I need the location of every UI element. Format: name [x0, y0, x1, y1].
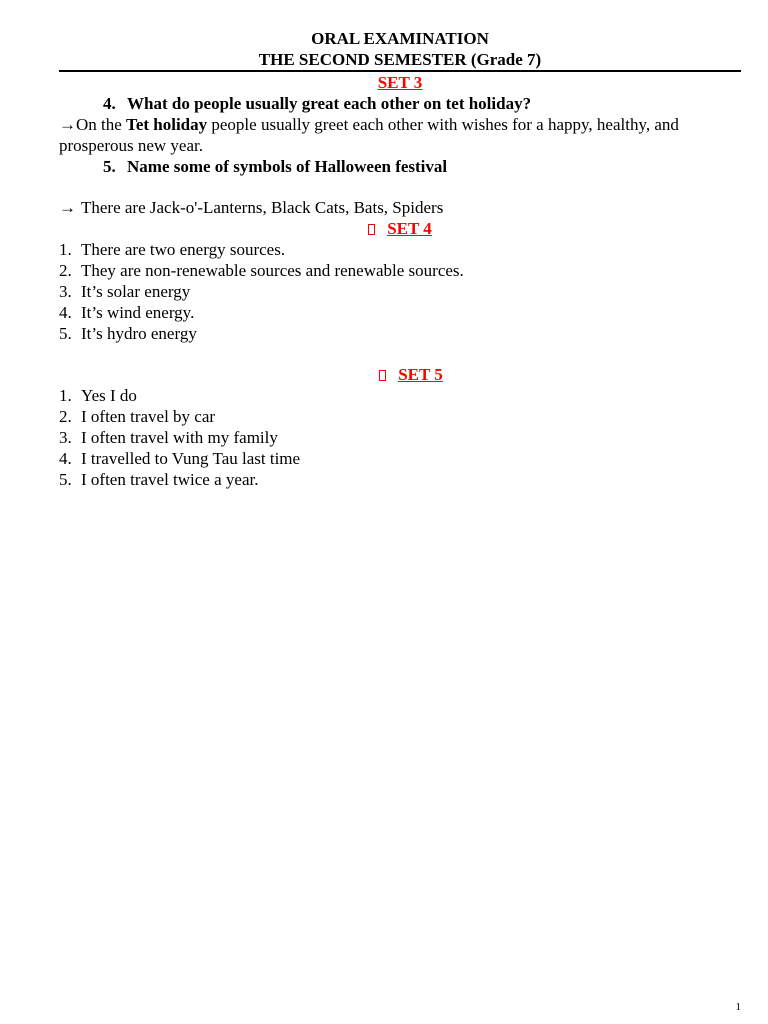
- arrow-right-icon: →: [59, 198, 76, 217]
- list-item-number: 5.: [59, 470, 72, 489]
- list-item: [59, 427, 741, 448]
- bullet-box-icon: [379, 370, 386, 381]
- spacer: [59, 344, 741, 364]
- answer-bold-term: Tet holiday: [126, 115, 208, 134]
- set-5-list: [59, 385, 741, 490]
- question-number: 4.: [103, 94, 116, 113]
- list-item: [59, 469, 741, 490]
- list-item: [59, 260, 741, 281]
- list-item-number: 1.: [59, 240, 72, 259]
- list-item-number: 2.: [59, 261, 72, 280]
- set-3-label: SET 3: [377, 73, 423, 92]
- list-item-number: 2.: [59, 407, 72, 426]
- list-item: [59, 281, 741, 302]
- page-number: 1: [735, 1001, 741, 1013]
- list-item-number: 4.: [59, 449, 72, 468]
- list-item-text: They are non-renewable sources and renewable sources.: [81, 261, 464, 280]
- answer-text: There are Jack-o'-Lanterns, Black Cats, Bats, Spiders: [81, 198, 444, 217]
- list-item: [59, 406, 741, 427]
- list-item-number: 5.: [59, 324, 72, 343]
- set-5-label: SET 5: [398, 365, 443, 384]
- spacer: [59, 177, 741, 197]
- list-item-text: I often travel twice a year.: [81, 470, 259, 489]
- list-item-text: I often travel by car: [81, 407, 216, 426]
- set-4-heading: [59, 218, 741, 239]
- question-text: What do people usually great each other on tet holiday?: [127, 94, 532, 113]
- list-item: [59, 302, 741, 323]
- list-item: [59, 323, 741, 344]
- answer-prefix: On the: [76, 115, 127, 134]
- list-item-text: Yes I do: [81, 386, 137, 405]
- list-item: [59, 239, 741, 260]
- question-text: Name some of symbols of Halloween festival: [127, 157, 448, 176]
- arrow-right-icon: →: [59, 115, 76, 134]
- list-item-number: 3.: [59, 428, 72, 447]
- set-4-label: SET 4: [387, 219, 432, 238]
- list-item-text: It’s solar energy: [81, 282, 191, 301]
- bullet-box-icon: [368, 224, 375, 235]
- list-item: [59, 448, 741, 469]
- list-item-text: It’s wind energy.: [81, 303, 195, 322]
- answer-rest: people usually greet each other with wishes for a happy, healthy, and prosperous new year.: [59, 115, 679, 155]
- set-3-answer-4: [59, 114, 741, 156]
- set-3-question-5: [59, 156, 741, 177]
- list-item-text: I travelled to Vung Tau last time: [81, 449, 301, 468]
- document-title: ORAL EXAMINATION: [311, 29, 489, 48]
- set-4-list: [59, 239, 741, 344]
- set-5-heading: [59, 364, 741, 385]
- set-3-question-4: [59, 93, 741, 114]
- document-subtitle: THE SECOND SEMESTER (Grade 7): [258, 50, 542, 69]
- list-item: [59, 385, 741, 406]
- question-number: 5.: [103, 157, 116, 176]
- list-item-number: 1.: [59, 386, 72, 405]
- list-item-text: It’s hydro energy: [81, 324, 197, 343]
- list-item-number: 3.: [59, 282, 72, 301]
- set-3-answer-5: [59, 197, 741, 218]
- document-page: [59, 28, 741, 490]
- list-item-number: 4.: [59, 303, 72, 322]
- set-3-heading: [59, 72, 741, 93]
- list-item-text: I often travel with my family: [81, 428, 278, 447]
- list-item-text: There are two energy sources.: [81, 240, 286, 259]
